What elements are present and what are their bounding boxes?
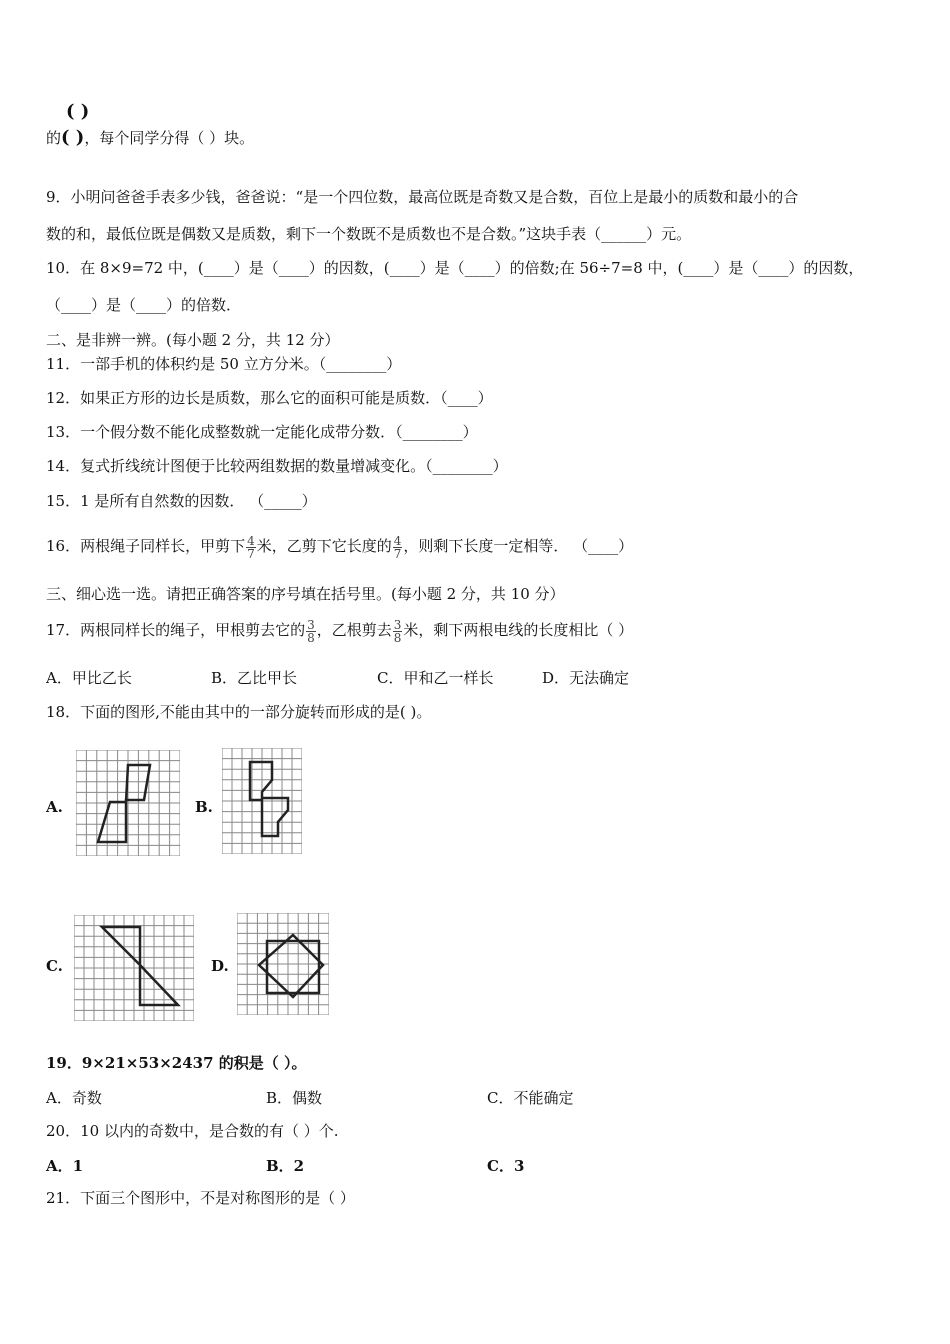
q17 xyxy=(46,612,633,648)
q17-frac2-den: 8 xyxy=(393,630,402,645)
q17-frac2-num: 3 xyxy=(393,617,402,632)
q18-figure-d[interactable] xyxy=(237,913,329,1015)
section2-title: 二、是非辨一辨。(每小题 2 分，共 12 分） xyxy=(46,331,340,349)
q8-paren-top: ( ) xyxy=(66,101,90,122)
q18-figure-b[interactable] xyxy=(222,748,302,854)
q16-fraction-1 xyxy=(246,535,256,560)
q9-line2: 数的和，最低位既是偶数又是质数，剩下一个数既不是质数也不是合数。”这块手表（______）元。 xyxy=(46,225,692,243)
q17-frac1-den: 8 xyxy=(307,630,315,645)
q16-fraction-2 xyxy=(393,535,403,560)
q18-figure-c[interactable] xyxy=(74,915,194,1021)
q17-option-c[interactable]: C．甲和乙一样长 xyxy=(377,669,494,687)
q19-option-b[interactable]: B．偶数 xyxy=(266,1089,323,1107)
q20-text: 20．10 以内的奇数中，是合数的有（ ）个. xyxy=(46,1122,339,1140)
q20-option-b[interactable]: B．2 xyxy=(266,1157,305,1175)
q17-part-b: ，乙根剪去 xyxy=(316,621,392,639)
q17-option-d[interactable]: D．无法确定 xyxy=(542,669,630,687)
q16-part-c: ，则剩下长度一定相等． （____） xyxy=(403,537,634,555)
q20-option-c[interactable]: C．3 xyxy=(487,1157,525,1175)
q9-line1: 9．小明问爸爸手表多少钱，爸爸说：“是一个四位数，最高位既是奇数又是合数，百位上是最小的质数和最小的合 xyxy=(46,188,799,206)
q17-part-c: 米，剩下两根电线的长度相比（ ） xyxy=(403,621,634,639)
q16-frac2-num: 4 xyxy=(393,533,402,548)
q14: 14．复式折线统计图便于比较两组数据的数量增减变化。（________） xyxy=(46,457,508,475)
q16-part-a: 16．两根绳子同样长，甲剪下 xyxy=(46,537,246,555)
q18-label-b[interactable]: B. xyxy=(195,798,213,816)
q20-option-a[interactable]: A．1 xyxy=(46,1157,84,1175)
q16-frac1-den: 7 xyxy=(247,546,255,561)
q19-text: 19．9×21×53×2437 的积是（ ）。 xyxy=(46,1054,307,1072)
q18-label-d[interactable]: D. xyxy=(211,957,229,975)
q8-prefix: 的 xyxy=(46,129,62,147)
q10-line2: （____）是（____）的倍数． xyxy=(46,296,242,314)
q19-option-c[interactable]: C．不能确定 xyxy=(487,1089,574,1107)
q8-paren-bottom: ( ) xyxy=(61,127,85,148)
q18-label-a[interactable]: A. xyxy=(46,798,63,816)
q13: 13．一个假分数不能化成整数就一定能化成带分数．（________） xyxy=(46,423,478,441)
q18-figure-a[interactable] xyxy=(76,750,180,856)
q18-text: 18．下面的图形,不能由其中的一部分旋转而形成的是( )。 xyxy=(46,703,432,721)
q16-part-b: 米，乙剪下它长度的 xyxy=(256,537,392,555)
q17-option-a[interactable]: A．甲比乙长 xyxy=(46,669,132,687)
q16-frac2-den: 7 xyxy=(393,546,402,561)
q19-option-a[interactable]: A．奇数 xyxy=(46,1089,102,1107)
q10-line1: 10．在 8×9=72 中，(____）是（____）的因数，(____）是（____）的倍数;在 56÷7=8 中，(____）是（____）的因数， xyxy=(46,259,864,277)
q11: 11．一部手机的体积约是 50 立方分米。（________） xyxy=(46,355,402,373)
q17-fraction-2 xyxy=(393,619,403,644)
q17-part-a: 17．两根同样长的绳子，甲根剪去它的 xyxy=(46,621,306,639)
q12: 12．如果正方形的边长是质数，那么它的面积可能是质数．（____） xyxy=(46,389,493,407)
q8-tail-line xyxy=(46,128,254,148)
q18-label-c[interactable]: C. xyxy=(46,957,63,975)
q17-fraction-1 xyxy=(306,619,316,644)
q8-text: ，每个同学分得（ ）块。 xyxy=(84,129,255,147)
q16-frac1-num: 4 xyxy=(247,533,255,548)
section3-title: 三、细心选一选。请把正确答案的序号填在括号里。(每小题 2 分，共 10 分） xyxy=(46,585,565,603)
q17-frac1-num: 3 xyxy=(307,617,315,632)
q16 xyxy=(46,528,633,564)
q21: 21．下面三个图形中，不是对称图形的是（ ） xyxy=(46,1189,355,1207)
q17-option-b[interactable]: B．乙比甲长 xyxy=(211,669,298,687)
q15: 15．1 是所有自然数的因数． （_____） xyxy=(46,492,317,510)
